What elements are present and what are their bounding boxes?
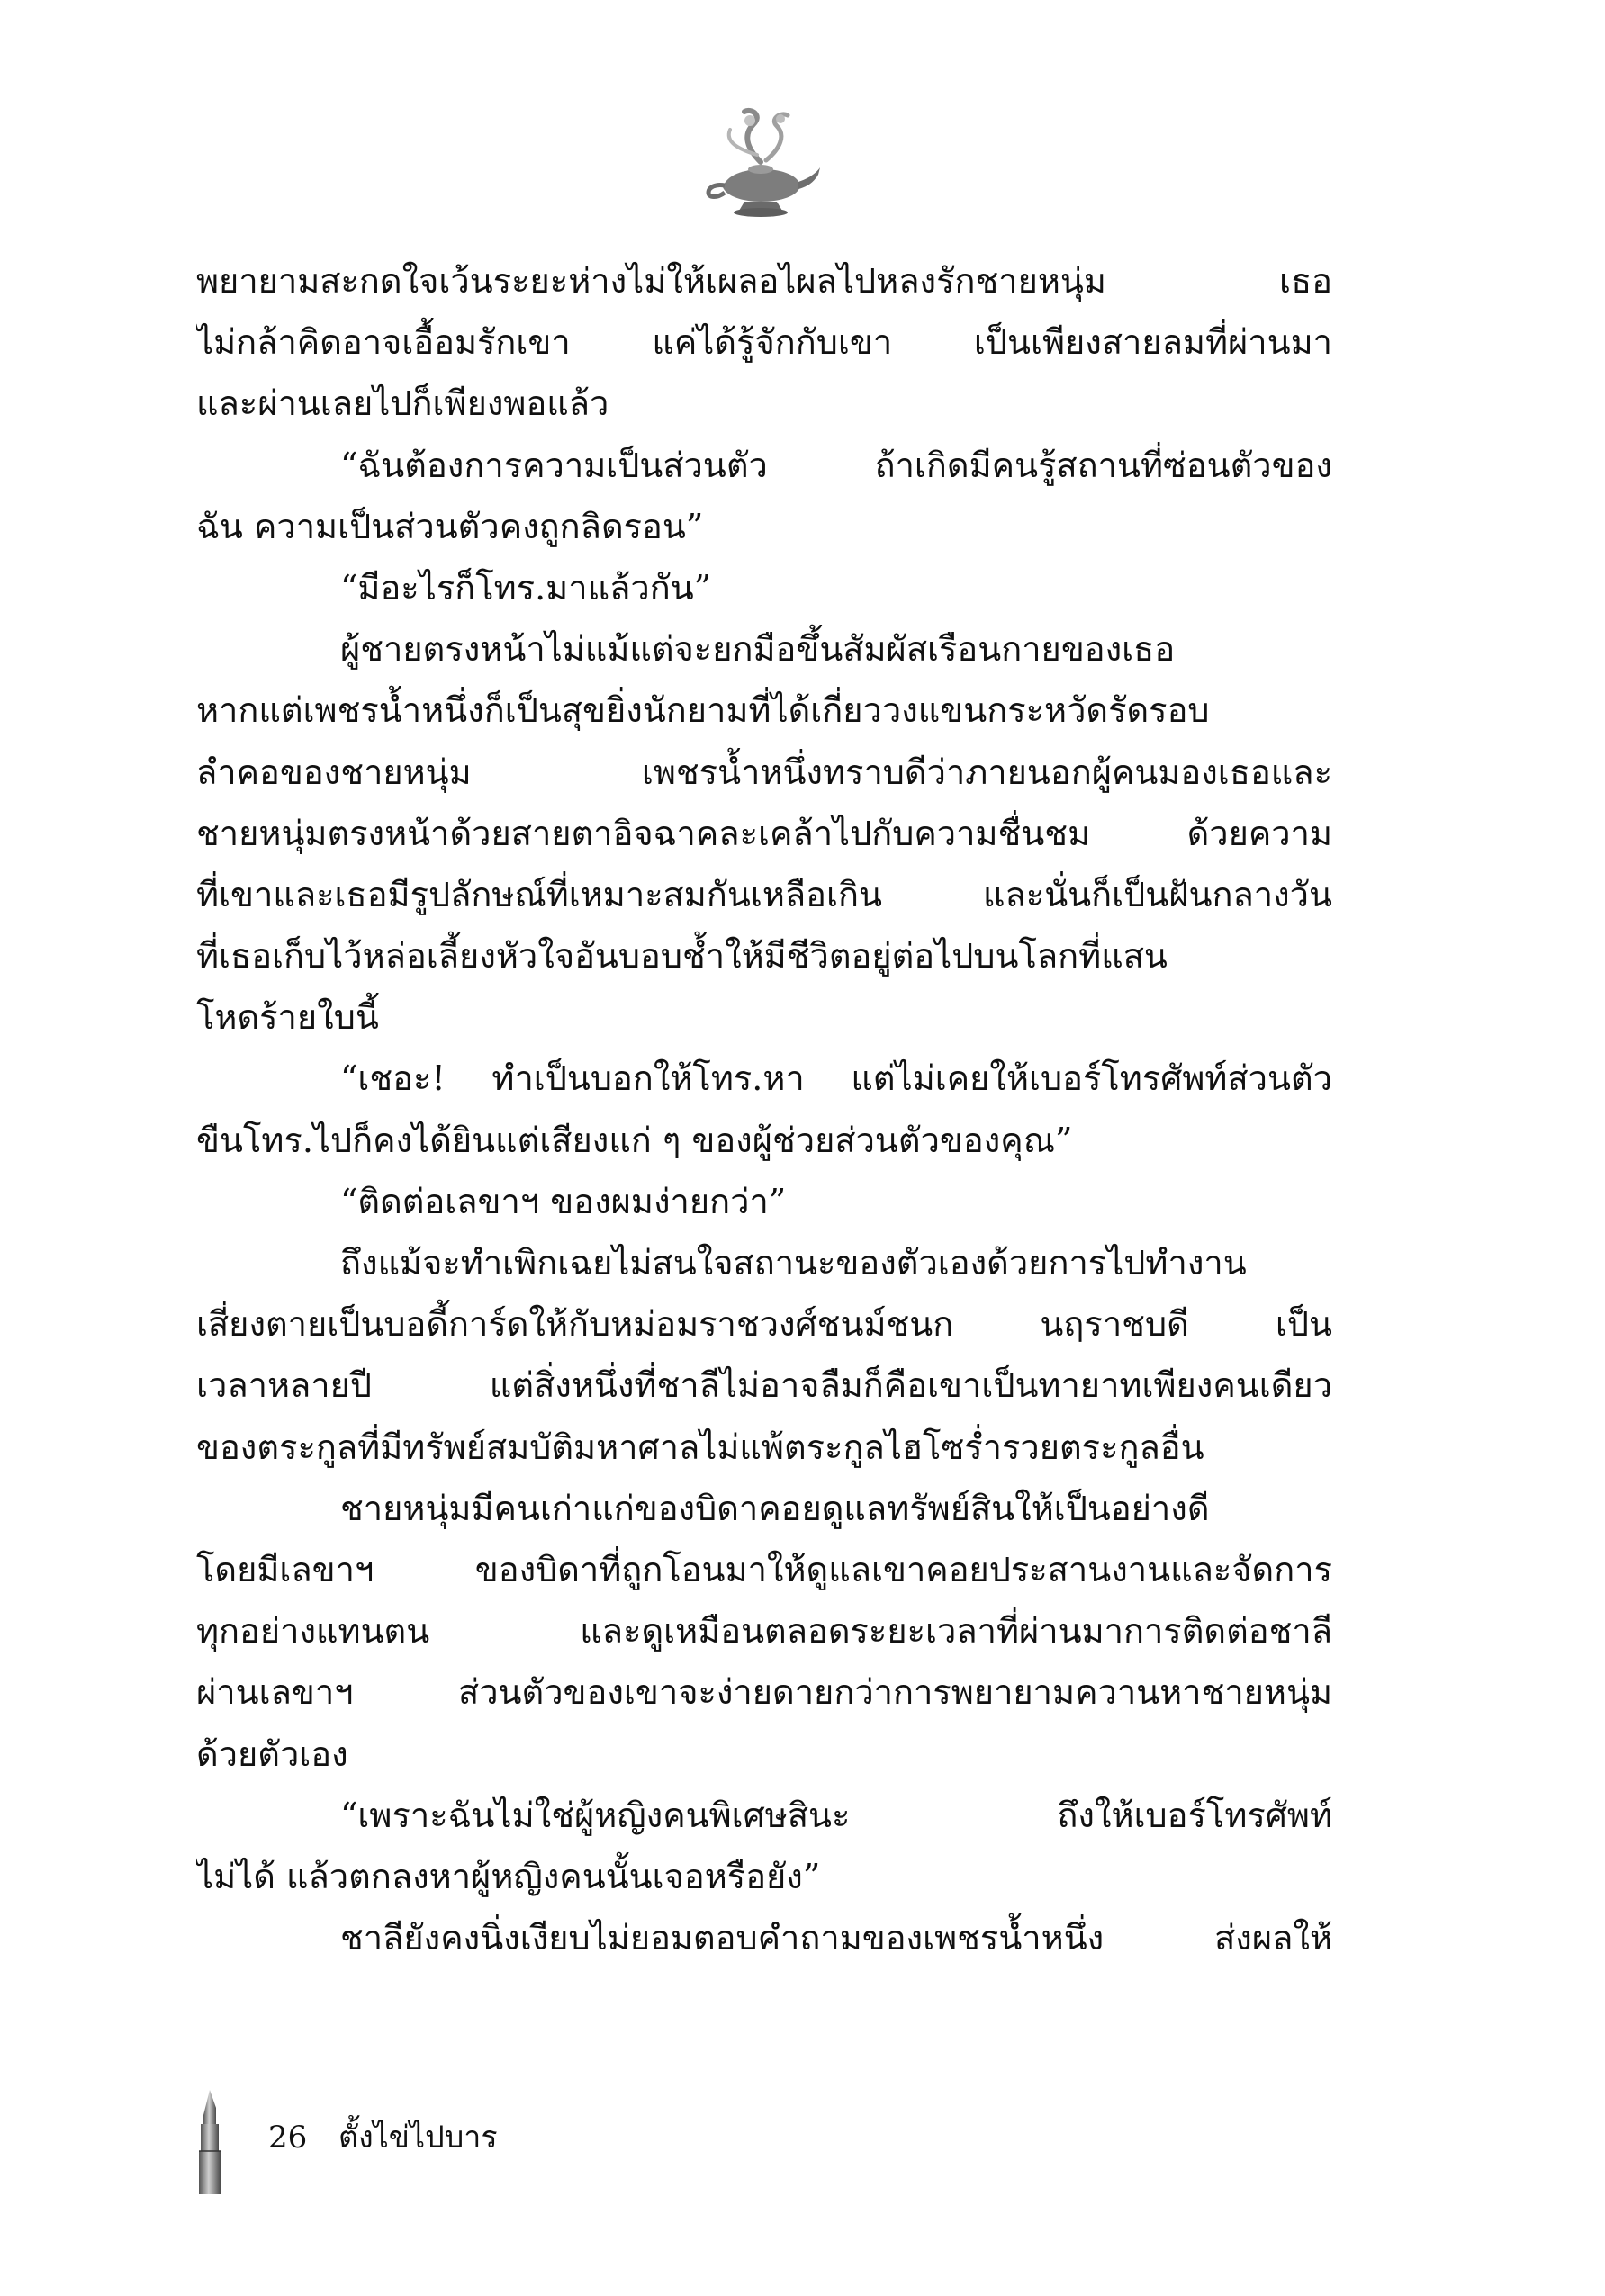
text-line: ฉัน ความเป็นส่วนตัวคงถูกลิดรอน” — [196, 506, 704, 546]
text-line: “เชอะ! ทำเป็นบอกให้โทร.หา แต่ไม่เคยให้เบอร์โทรศัพท์ส่วนตัว — [340, 1058, 1332, 1099]
text-line: โหดร้ายใบนี้ — [196, 997, 379, 1038]
text-line: ผ่านเลขาฯ ส่วนตัวของเขาจะง่ายดายกว่าการพยายามควานหาชายหนุ่ม — [196, 1672, 1332, 1713]
lipstick-icon — [196, 2088, 223, 2196]
text-line: เสี่ยงตายเป็นบอดี้การ์ดให้กับหม่อมราชวงศ์ชนม์ชนก นฤราชบดี เป็น — [196, 1304, 1332, 1345]
text-line: และผ่านเลยไปก็เพียงพอแล้ว — [196, 383, 609, 424]
text-line: ชายหนุ่มมีคนเก่าแก่ของบิดาคอยดูแลทรัพย์สินให้เป็นอย่างดี — [340, 1488, 1210, 1528]
text-line: ด้วยตัวเอง — [196, 1733, 348, 1774]
page-number: 26 — [268, 2120, 308, 2156]
text-line: โดยมีเลขาฯ ของบิดาที่ถูกโอนมาให้ดูแลเขาคอยประสานงานและจัดการ — [196, 1549, 1332, 1589]
text-line: ไม่กล้าคิดอาจเอื้อมรักเขา แค่ได้รู้จักกับเขา เป็นเพียงสายลมที่ผ่านมา — [196, 322, 1332, 363]
text-line: เวลาหลายปี แต่สิ่งหนึ่งที่ชาลีไม่อาจลืมก็คือเขาเป็นทายาทเพียงคนเดียว — [196, 1365, 1332, 1406]
text-line: ไม่ได้ แล้วตกลงหาผู้หญิงคนนั้นเจอหรือยัง” — [196, 1856, 821, 1896]
text-line: “ติดต่อเลขาฯ ของผมง่ายกว่า” — [340, 1181, 787, 1221]
text-line: ชาลียังคงนิ่งเงียบไม่ยอมตอบคำถามของเพชรน้ำหนึ่ง ส่งผลให้ — [340, 1918, 1332, 1958]
text-line: “มีอะไรก็โทร.มาแล้วกัน” — [340, 567, 712, 608]
text-line: ที่เขาและเธอมีรูปลักษณ์ที่เหมาะสมกันเหลือเกิน และนั่นก็เป็นฝันกลางวัน — [196, 874, 1332, 914]
body-text — [196, 250, 1332, 1968]
text-line: “เพราะฉันไม่ใช่ผู้หญิงคนพิเศษสินะ ถึงให้เบอร์โทรศัพท์ — [340, 1795, 1332, 1835]
page-footer — [196, 2088, 736, 2196]
text-line: ที่เธอเก็บไว้หล่อเลี้ยงหัวใจอันบอบช้ำให้มีชีวิตอยู่ต่อไปบนโลกที่แสน — [196, 936, 1168, 977]
text-line: พยายามสะกดใจเว้นระยะห่างไม่ให้เผลอไผลไปหลงรักชายหนุ่ม เธอ — [196, 261, 1332, 301]
text-line: ลำคอของชายหนุ่ม เพชรน้ำหนึ่งทราบดีว่าภายนอกผู้คนมองเธอและ — [196, 752, 1332, 792]
text-line: ขืนโทร.ไปก็คงได้ยินแต่เสียงแก่ ๆ ของผู้ช่วยส่วนตัวของคุณ” — [196, 1120, 1073, 1160]
text-line: ถึงแม้จะทำเพิกเฉยไม่สนใจสถานะของตัวเองด้วยการไปทำงาน — [340, 1243, 1247, 1283]
magic-lamp-icon — [698, 99, 824, 225]
text-line: ของตระกูลที่มีทรัพย์สมบัติมหาศาลไม่แพ้ตระกูลไฮโซร่ำรวยตระกูลอื่น — [196, 1427, 1204, 1467]
text-line: “ฉันต้องการความเป็นส่วนตัว ถ้าเกิดมีคนรู้สถานที่ซ่อนตัวของ — [340, 445, 1332, 485]
text-line: หากแต่เพชรน้ำหนึ่งก็เป็นสุขยิ่งนักยามที่ได้เกี่ยววงแขนกระหวัดรัดรอบ — [196, 690, 1210, 731]
text-line: ชายหนุ่มตรงหน้าด้วยสายตาอิจฉาคละเคล้าไปกับความชื่นชม ด้วยความ — [196, 813, 1332, 853]
book-title: ตั้งไข่ไปบาร — [338, 2120, 498, 2156]
text-line: ทุกอย่างแทนตน และดูเหมือนตลอดระยะเวลาที่ผ่านมาการติดต่อชาลี — [196, 1611, 1332, 1652]
text-line: ผู้ชายตรงหน้าไม่แม้แต่จะยกมือขึ้นสัมผัสเรือนกายของเธอ — [340, 629, 1176, 670]
